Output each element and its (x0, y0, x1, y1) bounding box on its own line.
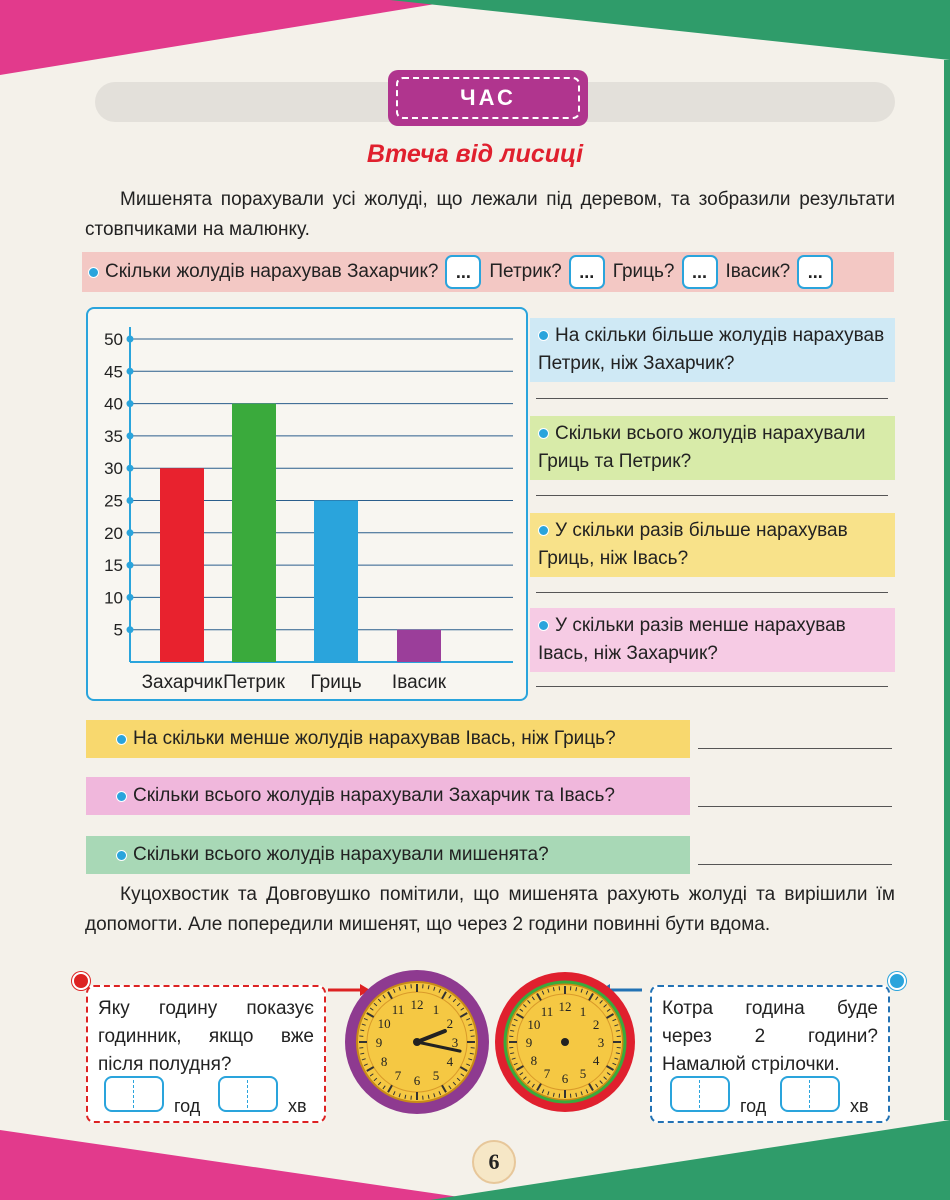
tick-dot (127, 368, 134, 375)
minutes-input-box[interactable] (218, 1076, 278, 1112)
tick-dot (127, 562, 134, 569)
x-tick-label: Петрик (223, 672, 285, 693)
clock-number: 7 (543, 1066, 551, 1082)
question-text: Скільки жолудів нарахував Захарчик? (105, 261, 439, 282)
minutes-input-box[interactable] (780, 1076, 840, 1112)
tick-dot (127, 465, 134, 472)
clock-center (561, 1038, 569, 1046)
clock-left (345, 970, 489, 1114)
clock-number: 9 (525, 1035, 533, 1050)
answer-line[interactable] (536, 592, 888, 593)
question-text: У скільки разів менше нарахував Івась, ніж Захарчик? (538, 615, 846, 664)
hours-input-box[interactable] (670, 1076, 730, 1112)
bar-chart-frame (86, 307, 528, 701)
y-tick-label: 45 (104, 362, 123, 382)
y-tick-label: 5 (113, 620, 123, 640)
question-text: Івасик? (725, 261, 791, 282)
y-tick-label: 15 (104, 556, 123, 576)
bullet-icon (538, 620, 549, 631)
clock-number: 2 (446, 1016, 454, 1031)
right-question-2 (530, 416, 895, 480)
clock-number: 5 (579, 1066, 587, 1082)
y-tick-label: 20 (104, 523, 123, 543)
answer-line[interactable] (698, 806, 892, 807)
tick-dot (127, 336, 134, 343)
clock-number: 6 (413, 1073, 421, 1088)
corner-decoration-pink-bottom (0, 1130, 480, 1200)
intro-paragraph: Мишенята порахували усі жолуді, що лежали під деревом, та зобразили результати стовпчиками на малюнку. (85, 189, 895, 240)
bullet-icon (116, 734, 127, 745)
wide-question-2 (86, 777, 690, 815)
bullet-icon (538, 525, 549, 536)
hours-input-box[interactable] (104, 1076, 164, 1112)
bar-3 (314, 501, 358, 663)
corner-decoration-pink (0, 0, 460, 75)
minutes-label: хв (288, 1096, 307, 1116)
tick-dot (127, 497, 134, 504)
bullet-icon (538, 428, 549, 439)
question-text: Петрик? (489, 261, 562, 282)
clock-number: 6 (561, 1071, 569, 1086)
right-question-3 (530, 513, 895, 577)
clock-number: 9 (375, 1035, 383, 1050)
clock-number: 1 (432, 1002, 440, 1018)
answer-box[interactable]: ... (682, 255, 718, 289)
bullet-icon (538, 330, 549, 341)
question-text: Скільки всього жолудів нарахували Захарчик та Івась? (133, 785, 615, 806)
clock-number: 10 (527, 1017, 541, 1032)
right-question-4 (530, 608, 895, 672)
right-question-1 (530, 318, 895, 382)
bar-4 (397, 630, 441, 662)
question-text: На скільки менше жолудів нарахував Івась, ніж Гриць? (133, 728, 616, 749)
clock-number: 7 (394, 1067, 402, 1083)
bullet-icon (116, 791, 127, 802)
clock-number: 12 (558, 999, 572, 1014)
clocks-illustration (320, 960, 650, 1140)
tick-dot (127, 432, 134, 439)
clock-number: 1 (579, 1003, 587, 1019)
answer-line[interactable] (536, 398, 888, 399)
clock-number: 4 (592, 1053, 600, 1068)
tick-dot (127, 626, 134, 633)
question-text: На скільки більше жолудів нарахував Петрик, ніж Захарчик? (538, 325, 885, 374)
clock-number: 5 (432, 1067, 440, 1083)
question-text: Гриць? (612, 261, 675, 282)
y-tick-label: 50 (104, 330, 123, 349)
question-text: Скільки всього жолудів нарахували мишенята? (133, 844, 549, 865)
y-tick-label: 10 (104, 588, 123, 608)
tick-dot (127, 400, 134, 407)
clock-number: 12 (410, 997, 424, 1012)
y-tick-label: 30 (104, 459, 123, 479)
hours-label: год (174, 1096, 201, 1116)
hours-label: год (740, 1096, 767, 1116)
clock-number: 11 (391, 1002, 405, 1018)
answer-box[interactable]: ... (445, 255, 481, 289)
clock-number: 3 (451, 1035, 459, 1050)
bar-2 (232, 404, 276, 662)
answer-line[interactable] (698, 864, 892, 865)
y-tick-label: 35 (104, 426, 123, 446)
page-edge (944, 60, 950, 1120)
clock-number: 8 (380, 1054, 388, 1069)
tick-dot (127, 529, 134, 536)
question-text: У скільки разів більше нарахував Гриць, ніж Івась? (538, 520, 848, 569)
answer-line[interactable] (536, 686, 888, 687)
wide-question-3 (86, 836, 690, 874)
section-badge-label: ЧАС (396, 77, 580, 119)
y-tick-label: 25 (104, 491, 123, 511)
wide-question-1 (86, 720, 690, 758)
x-tick-label: Гриць (310, 672, 362, 693)
clock-center (413, 1038, 421, 1046)
bar-1 (160, 468, 204, 662)
answer-box[interactable]: ... (569, 255, 605, 289)
bullet-icon (116, 850, 127, 861)
pin-icon (72, 972, 90, 990)
answer-box[interactable]: ... (797, 255, 833, 289)
clock-number: 8 (530, 1053, 538, 1068)
answer-line[interactable] (536, 495, 888, 496)
clock-number: 4 (446, 1054, 454, 1069)
answer-line[interactable] (698, 748, 892, 749)
page-number: 6 (472, 1140, 516, 1184)
story-paragraph: Куцохвостик та Довговушко помітили, що мишенята рахують жолуді та вирішили їм допомогти. Але попередили мишенят, що через 2 години повинні бути вдома. (85, 884, 895, 935)
page-title: Втеча від лисиці (366, 140, 584, 168)
card-text: Яку годину показує годинник, якщо вже після полудня? (98, 998, 314, 1075)
clock-number: 10 (377, 1016, 391, 1031)
clock-right[interactable] (495, 972, 635, 1112)
top-question-band (82, 252, 894, 292)
corner-decoration-green (390, 0, 950, 60)
minutes-label: хв (850, 1096, 869, 1116)
bullet-icon (88, 267, 99, 278)
x-tick-label: Івасик (391, 672, 447, 693)
section-badge (388, 70, 588, 126)
y-tick-label: 40 (104, 394, 123, 414)
clock-number: 11 (540, 1003, 554, 1019)
pin-icon (888, 972, 906, 990)
x-tick-label: Захарчик (141, 672, 223, 693)
clock-number: 2 (592, 1017, 600, 1032)
question-text: Скільки всього жолудів нарахували Гриць та Петрик? (538, 423, 866, 472)
clock-number: 3 (597, 1035, 605, 1050)
bar-chart (88, 309, 526, 699)
card-text: Котра година буде через 2 години? Намалюй стрілочки. (662, 998, 878, 1075)
tick-dot (127, 594, 134, 601)
